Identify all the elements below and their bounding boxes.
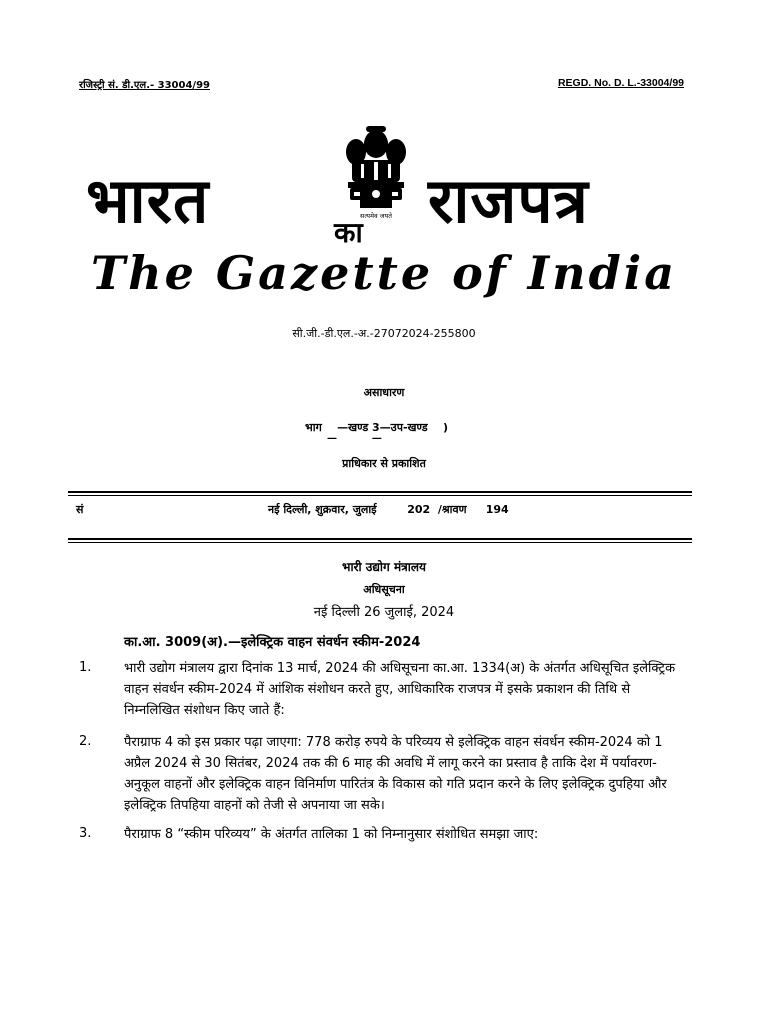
published-by-authority: प्राधिकार से प्रकाशित (342, 457, 426, 470)
place-and-date: नई दिल्ली 26 जुलाई, 2024 (313, 605, 455, 620)
emblem-motto: सत्यमेव जयते (360, 212, 392, 220)
masthead-title-hindi-bharat: भारत (86, 164, 210, 237)
masthead-title-hindi-rajpatra: राजपत्र (428, 164, 589, 237)
cg-number: सी.जी.-डी.एल.-अ.-27072024-255800 (292, 327, 476, 340)
paragraph-number: 1. (79, 660, 92, 675)
paragraph-number: 3. (79, 826, 92, 841)
part-section-line: भाग —खण्ड 3—उप-खण्ड ) (305, 421, 448, 434)
part-section-dashes: — — (327, 433, 382, 444)
divider-bottom-thin (68, 542, 692, 543)
paragraph-text: पैराग्राफ 8 “स्कीम परिव्यय” के अंतर्गत तालिका 1 को निम्नानुसार संशोधित समझा जाए: (124, 827, 539, 842)
divider-top-thick (68, 491, 692, 493)
masthead-title-hindi-ka: का (334, 216, 363, 249)
dateline: नई दिल्ली, शुक्रवार, जुलाई 202 /श्रावण 194 (268, 503, 509, 516)
masthead-title-english: The Gazette of India (90, 246, 678, 300)
issue-number: सं (76, 503, 84, 516)
registration-number-hindi: रजिस्ट्री सं. डी.एल.- 33004/99 (79, 80, 210, 91)
statutory-order-title: का.आ. 3009(अ).—इलेक्ट्रिक वाहन संवर्धन स्कीम-2024 (124, 635, 421, 650)
paragraph-text: भारी उद्योग मंत्रालय द्वारा दिनांक 13 मार्च, 2024 की अधिसूचना का.आ. 1334(अ) के अंतर्गत अधिसूचित इलेक्ट्रिक वाहन संवर्धन स्कीम-2024 में आंशिक संशोधन करते हुए, आधिकारिक राजपत्र में इसके प्रकाशन की तिथि से निम्नलिखित संशोधन किए जाते हैं: (124, 661, 676, 718)
registration-number-english: REGD. No. D. L.-33004/99 (557, 77, 684, 89)
paragraph-number: 2. (79, 734, 92, 749)
extraordinary-label: असाधारण (363, 386, 405, 399)
notification-heading: अधिसूचना (363, 583, 405, 596)
divider-top-thin (68, 495, 692, 496)
divider-bottom-thick (68, 538, 692, 540)
ministry-heading: भारी उद्योग मंत्रालय (342, 560, 426, 574)
paragraph-text: पैराग्राफ 4 को इस प्रकार पढ़ा जाएगा: 778 करोड़ रुपये के परिव्यय से इलेक्ट्रिक वाहन संवर्धन स्कीम-2024 को 1 अप्रैल 2024 से 30 सितंबर, 2024 तक की 6 माह की अवधि में लागू करने का प्रस्ताव है ताकि देश में पर्यावरण-अनुकूल वाहनों और इलेक्ट्रिक वाहन विनिर्माण पारितंत्र के विकास को गति प्रदान करने के लिए इलेक्ट्रिक दुपहिया और इलेक्ट्रिक तिपहिया वाहनों को तेजी से अपनाया जा सके। (124, 735, 667, 813)
